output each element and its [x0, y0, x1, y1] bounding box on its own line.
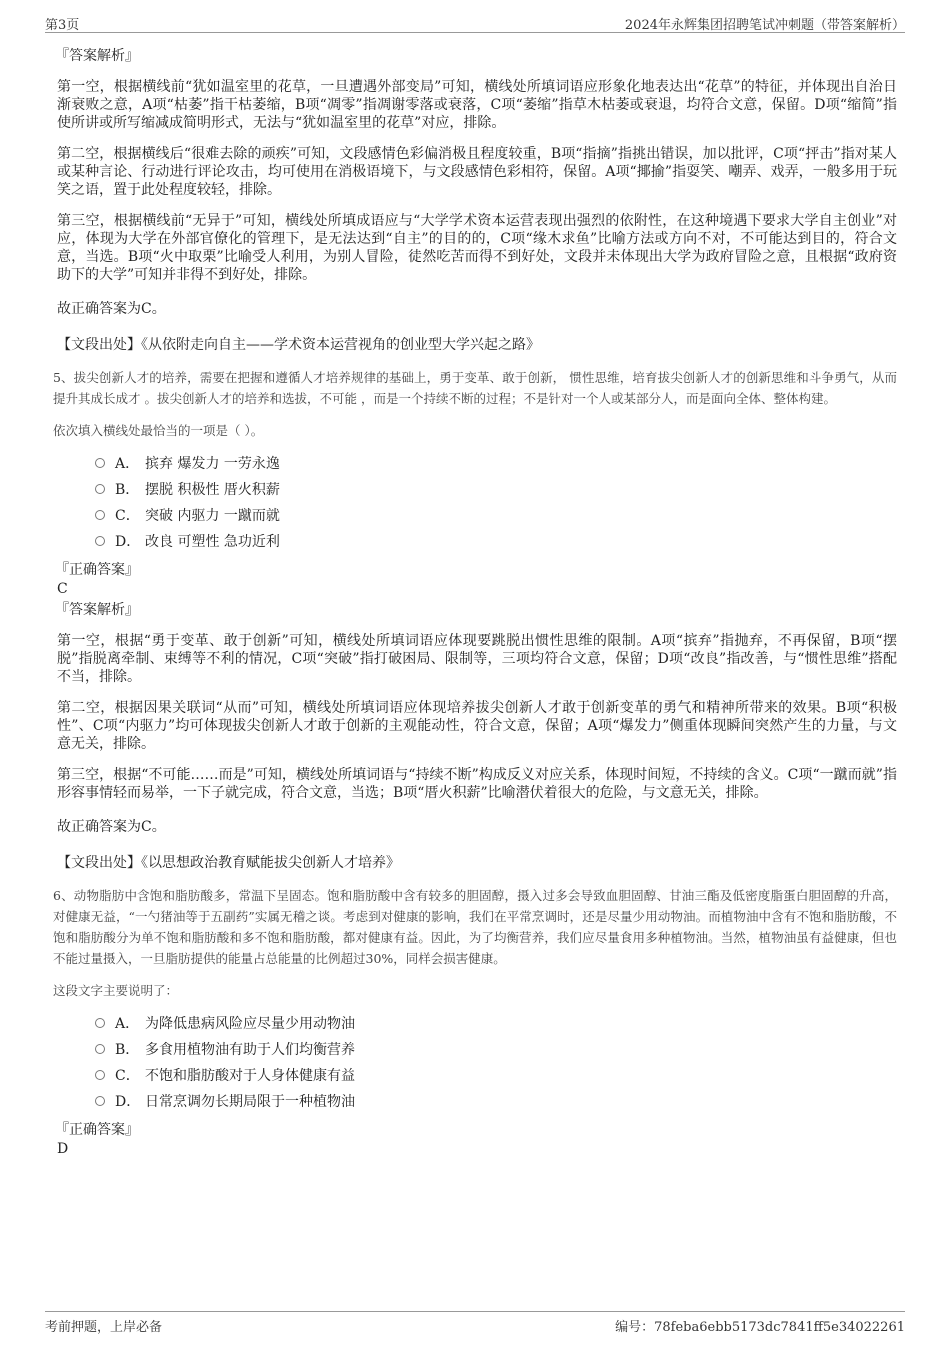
q6-prompt: 这段文字主要说明了： [53, 983, 179, 998]
q5-explain-para-3: 第三空，根据“不可能……而是”可知，横线处所填词语与“持续不断”构成反义对应关系，体现时间短，不持续的含义。C项“一蹴而就”指形容事情轻而易举，一下子就完成，符合文意，当选；B项“厝火积薪”比喻潜伏着很大的危险，与文意无关，排除。 [57, 767, 897, 801]
q4-conclusion: 故正确答案为C。 [57, 301, 166, 317]
q5-explain-label: 『答案解析』 [55, 602, 139, 618]
q6-stem: 6、动物脂肪中含饱和脂肪酸多，常温下呈固态。饱和脂肪酸中含有较多的胆固醇，摄入过多会导致血胆固醇、甘油三酯及低密度脂蛋白胆固醇的升高，对健康无益，“一勺猪油等于五副药”实属无稽之谈。考虑到对健康的影响，我们在平常烹调时，还是尽量少用动物油。而植物油中含有不饱和脂肪酸，不饱和脂肪酸分为单不饱和脂肪酸和多不饱和脂肪酸，都对健康有益。因此，为了均衡营养，我们应尽量食用多种植物油。当然，植物油虽有益健康，但也不能过量摄入，一旦脂肪提供的能量占总能量的比例超过30%，同样会损害健康。 [53, 888, 897, 966]
document-title: 2024年永辉集团招聘笔试冲刺题（带答案解析） [624, 18, 905, 33]
radio-icon[interactable] [95, 510, 105, 520]
q5-option-d[interactable]: D． 改良 可塑性 急功近利 [95, 529, 897, 555]
radio-icon[interactable] [95, 484, 105, 494]
q4-explain-para-1: 第一空，根据横线前“犹如温室里的花草，一旦遭遇外部变局”可知，横线处所填词语应形象化地表达出“花草”的特征，并体现出自治日渐衰败之意，A项“枯萎”指干枯萎缩，B项“凋零”指凋谢零落或衰落，C项“萎缩”指草木枯萎或衰退，均符合文意，保留。D项“缩简”指使所讲或所写缩减成简明形式，无法与“犹如温室里的花草”对应，排除。 [57, 79, 897, 131]
q5-prompt: 依次填入横线处最恰当的一项是（ ）。 [53, 423, 264, 438]
q5-stem: 5、拔尖创新人才的培养，需要在把握和遵循人才培养规律的基础上，勇于变革、敢于创新， 惯性思维，培育拔尖创新人才的创新思维和斗争勇气，从而提升其成长成才 。拔尖创新人才的培养和选拔，不可能 ，而是一个持续不断的过程；不是针对一个人或某部分人，而是面向全体、整体构建。 [53, 370, 897, 406]
document-id: 编号：78feba6ebb5173dc7841ff5e34022261 [615, 1320, 905, 1335]
page-footer [45, 1311, 905, 1336]
q5-source: 【文段出处】《以思想政治教育赋能拔尖创新人才培养》 [57, 855, 400, 871]
q6-answer-label: 『正确答案』 [55, 1122, 139, 1138]
radio-icon[interactable] [95, 1070, 105, 1080]
radio-icon[interactable] [95, 536, 105, 546]
q5-answer: C [57, 581, 68, 597]
q6-option-b[interactable]: B． 多食用植物油有助于人们均衡营养 [95, 1037, 897, 1063]
radio-icon[interactable] [95, 1018, 105, 1028]
q6-option-c[interactable]: C． 不饱和脂肪酸对于人身体健康有益 [95, 1063, 897, 1089]
q5-option-a[interactable]: A． 摈弃 爆发力 一劳永逸 [95, 451, 897, 477]
radio-icon[interactable] [95, 458, 105, 468]
q6-options [95, 1011, 897, 1115]
q5-explain-para-2: 第二空，根据因果关联词“从而”可知，横线处所填词语应体现培养拔尖创新人才敢于创新变革的勇气和精神所带来的效果。B项“积极性”、C项“内驱力”均可体现拔尖创新人才敢于创新的主观能动性，符合文意，保留；A项“爆发力”侧重体现瞬间突然产生的力量，与文意无关，排除。 [57, 700, 897, 752]
q6-option-d[interactable]: D． 日常烹调勿长期局限于一种植物油 [95, 1089, 897, 1115]
q5-options [95, 451, 897, 555]
q5-explain-para-1: 第一空，根据“勇于变革、敢于创新”可知，横线处所填词语应体现要跳脱出惯性思维的限制。A项“摈弃”指抛弃，不再保留，B项“摆脱”指脱离牵制、束缚等不利的情况，C项“突破”指打破困局、限制等，三项均符合文意，保留；D项“改良”指改善，与“惯性思维”搭配不当，排除。 [57, 633, 897, 685]
q4-explain-para-2: 第二空，根据横线后“很难去除的顽疾”可知，文段感情色彩偏消极且程度较重，B项“指摘”指挑出错误，加以批评，C项“抨击”指对某人或某种言论、行动进行评论攻击，均可使用在消极语境下，与文段感情色彩相符，保留。A项“揶揄”指耍笑、嘲弄、戏弄，一般多用于玩笑之语，置于此处程度较轻，排除。 [57, 146, 897, 198]
q5-answer-label: 『正确答案』 [55, 562, 139, 578]
page-number: 第3页 [45, 18, 80, 33]
q5-option-b[interactable]: B． 摆脱 积极性 厝火积薪 [95, 477, 897, 503]
footer-slogan: 考前押题，上岸必备 [45, 1320, 163, 1335]
page-content [53, 47, 897, 1159]
page-header [45, 12, 905, 33]
q5-option-c[interactable]: C． 突破 内驱力 一蹴而就 [95, 503, 897, 529]
q4-explain-para-3: 第三空，根据横线前“无异于”可知，横线处所填成语应与“大学学术资本运营表现出强烈的依附性，在这种境遇下要求大学自主创业”对应，体现为大学在外部官僚化的管理下，是无法达到“自主”的目的的，C项“缘木求鱼”比喻方法或方向不对，不可能达到目的，符合文意，当选。B项“火中取栗”比喻受人利用，为别人冒险，徒然吃苦而得不到好处，文段并未体现出大学为政府冒险之意，且根据“政府资助下的大学”可知并非得不到好处，排除。 [57, 213, 897, 283]
q4-explain-label: 『答案解析』 [55, 48, 139, 64]
q4-source: 【文段出处】《从依附走向自主——学术资本运营视角的创业型大学兴起之路》 [57, 337, 540, 353]
radio-icon[interactable] [95, 1044, 105, 1054]
q6-answer: D [57, 1141, 69, 1157]
q6-option-a[interactable]: A． 为降低患病风险应尽量少用动物油 [95, 1011, 897, 1037]
radio-icon[interactable] [95, 1096, 105, 1106]
q5-conclusion: 故正确答案为C。 [57, 819, 166, 835]
